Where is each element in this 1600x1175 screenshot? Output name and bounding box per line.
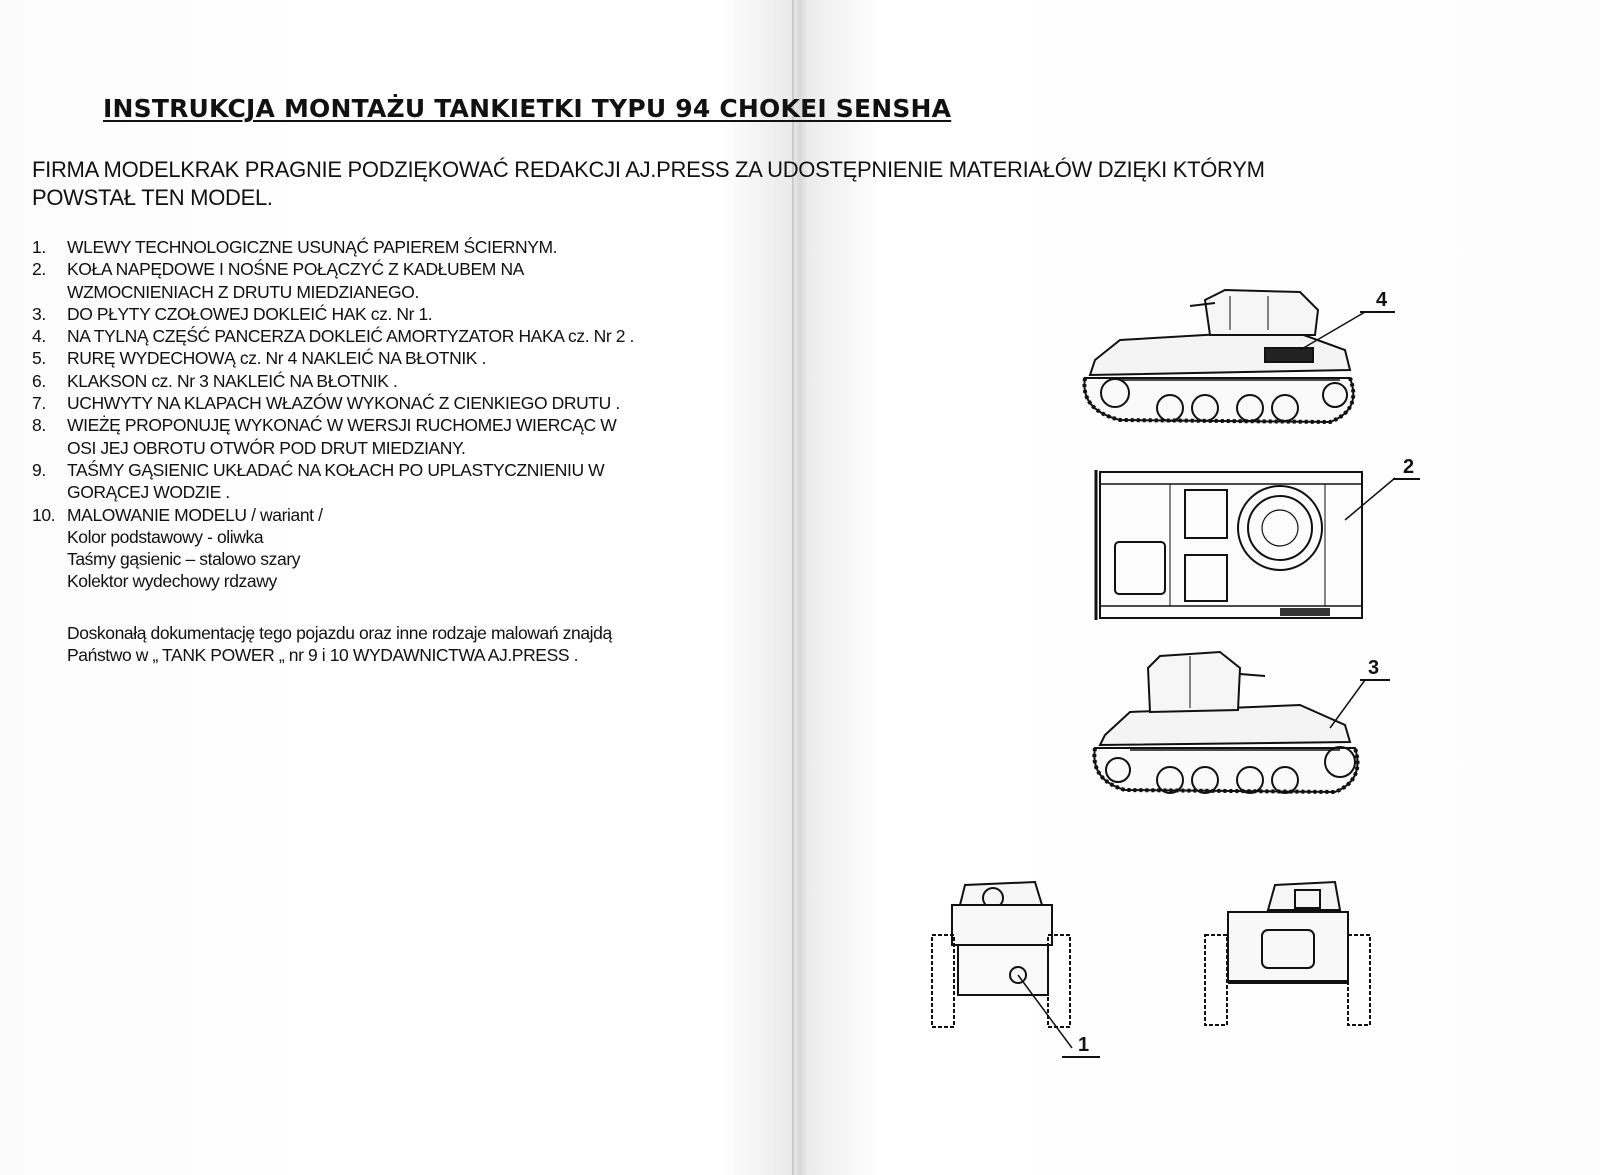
step-number: 7.: [32, 393, 46, 414]
step-number: 1.: [32, 237, 46, 257]
tank-rear-view: [1205, 882, 1370, 1025]
step-number: 9.: [32, 459, 46, 480]
step-number: 3.: [32, 303, 46, 324]
step-number: 10.: [32, 504, 56, 525]
tank-side-view-right: [1084, 290, 1395, 422]
step-text: RURĘ WYDECHOWĄ cz. Nr 4 NAKLEIĆ NA BŁOTNIK .: [67, 348, 486, 369]
step-text: WLEWY TECHNOLOGICZNE USUNĄĆ PAPIEREM ŚCIERNYM.: [67, 237, 558, 257]
note-line-2: Państwo w „ TANK POWER „ nr 9 i 10 WYDAWNICTWA AJ.PRESS .: [67, 645, 579, 666]
step-number: 2.: [32, 259, 46, 280]
tank-front-view: [932, 882, 1100, 1057]
step-number: 4.: [32, 326, 46, 347]
step-number: 5.: [32, 348, 46, 369]
step-number: 8.: [32, 415, 46, 436]
step-text: MALOWANIE MODELU / wariant /: [67, 504, 323, 525]
tank-side-view-left: [1094, 652, 1390, 793]
note-line-1: Doskonałą dokumentację tego pojazdu oraz inne rodzaje malowań znajdą: [67, 623, 612, 643]
step-text: TAŚMY GĄSIENIC UKŁADAĆ NA KOŁACH PO UPLASTYCZNIENIU W: [67, 459, 605, 480]
callout-part-3: 3: [1368, 657, 1380, 679]
step-number: 6.: [32, 370, 46, 391]
step-text: WZMOCNIENIACH Z DRUTU MIEDZIANEGO.: [67, 281, 419, 302]
callout-part-2: 2: [1403, 456, 1415, 478]
tank-top-view: [1096, 470, 1420, 620]
intro-line-2: POWSTAŁ TEN MODEL.: [32, 185, 273, 210]
step-text: UCHWYTY NA KLAPACH WŁAZÓW WYKONAĆ Z CIENKIEGO DRUTU .: [67, 393, 620, 414]
paint-exhaust-color: Kolektor wydechowy rdzawy: [67, 571, 277, 592]
step-text: OSI JEJ OBROTU OTWÓR POD DRUT MIEDZIANY.: [67, 437, 466, 458]
step-text: GORĄCEJ WODZIE .: [67, 482, 230, 503]
intro-line-1: FIRMA MODELKRAK PRAGNIE PODZIĘKOWAĆ REDAKCJI AJ.PRESS ZA UDOSTĘPNIENIE MATERIAŁÓW DZIĘKI KTÓRYM: [32, 157, 1265, 182]
step-text: WIEŻĘ PROPONUJĘ WYKONAĆ W WERSJI RUCHOMEJ WIERCĄC W: [67, 415, 617, 436]
callout-part-4: 4: [1376, 289, 1388, 311]
step-text: KLAKSON cz. Nr 3 NAKLEIĆ NA BŁOTNIK .: [67, 370, 398, 391]
step-text: NA TYLNĄ CZĘŚĆ PANCERZA DOKLEIĆ AMORTYZATOR HAKA cz. Nr 2 .: [67, 326, 634, 347]
step-text: KOŁA NAPĘDOWE I NOŚNE POŁĄCZYĆ Z KADŁUBEM NA: [67, 259, 524, 280]
paint-base-color: Kolor podstawowy - oliwka: [67, 526, 264, 547]
step-text: DO PŁYTY CZOŁOWEJ DOKLEIĆ HAK cz. Nr 1.: [67, 303, 433, 324]
callout-part-1: 1: [1078, 1034, 1090, 1056]
paint-tracks-color: Taśmy gąsienic – stalowo szary: [67, 549, 301, 570]
page-title: INSTRUKCJA MONTAŻU TANKIETKI TYPU 94 CHOKEI SENSHA: [103, 94, 952, 123]
